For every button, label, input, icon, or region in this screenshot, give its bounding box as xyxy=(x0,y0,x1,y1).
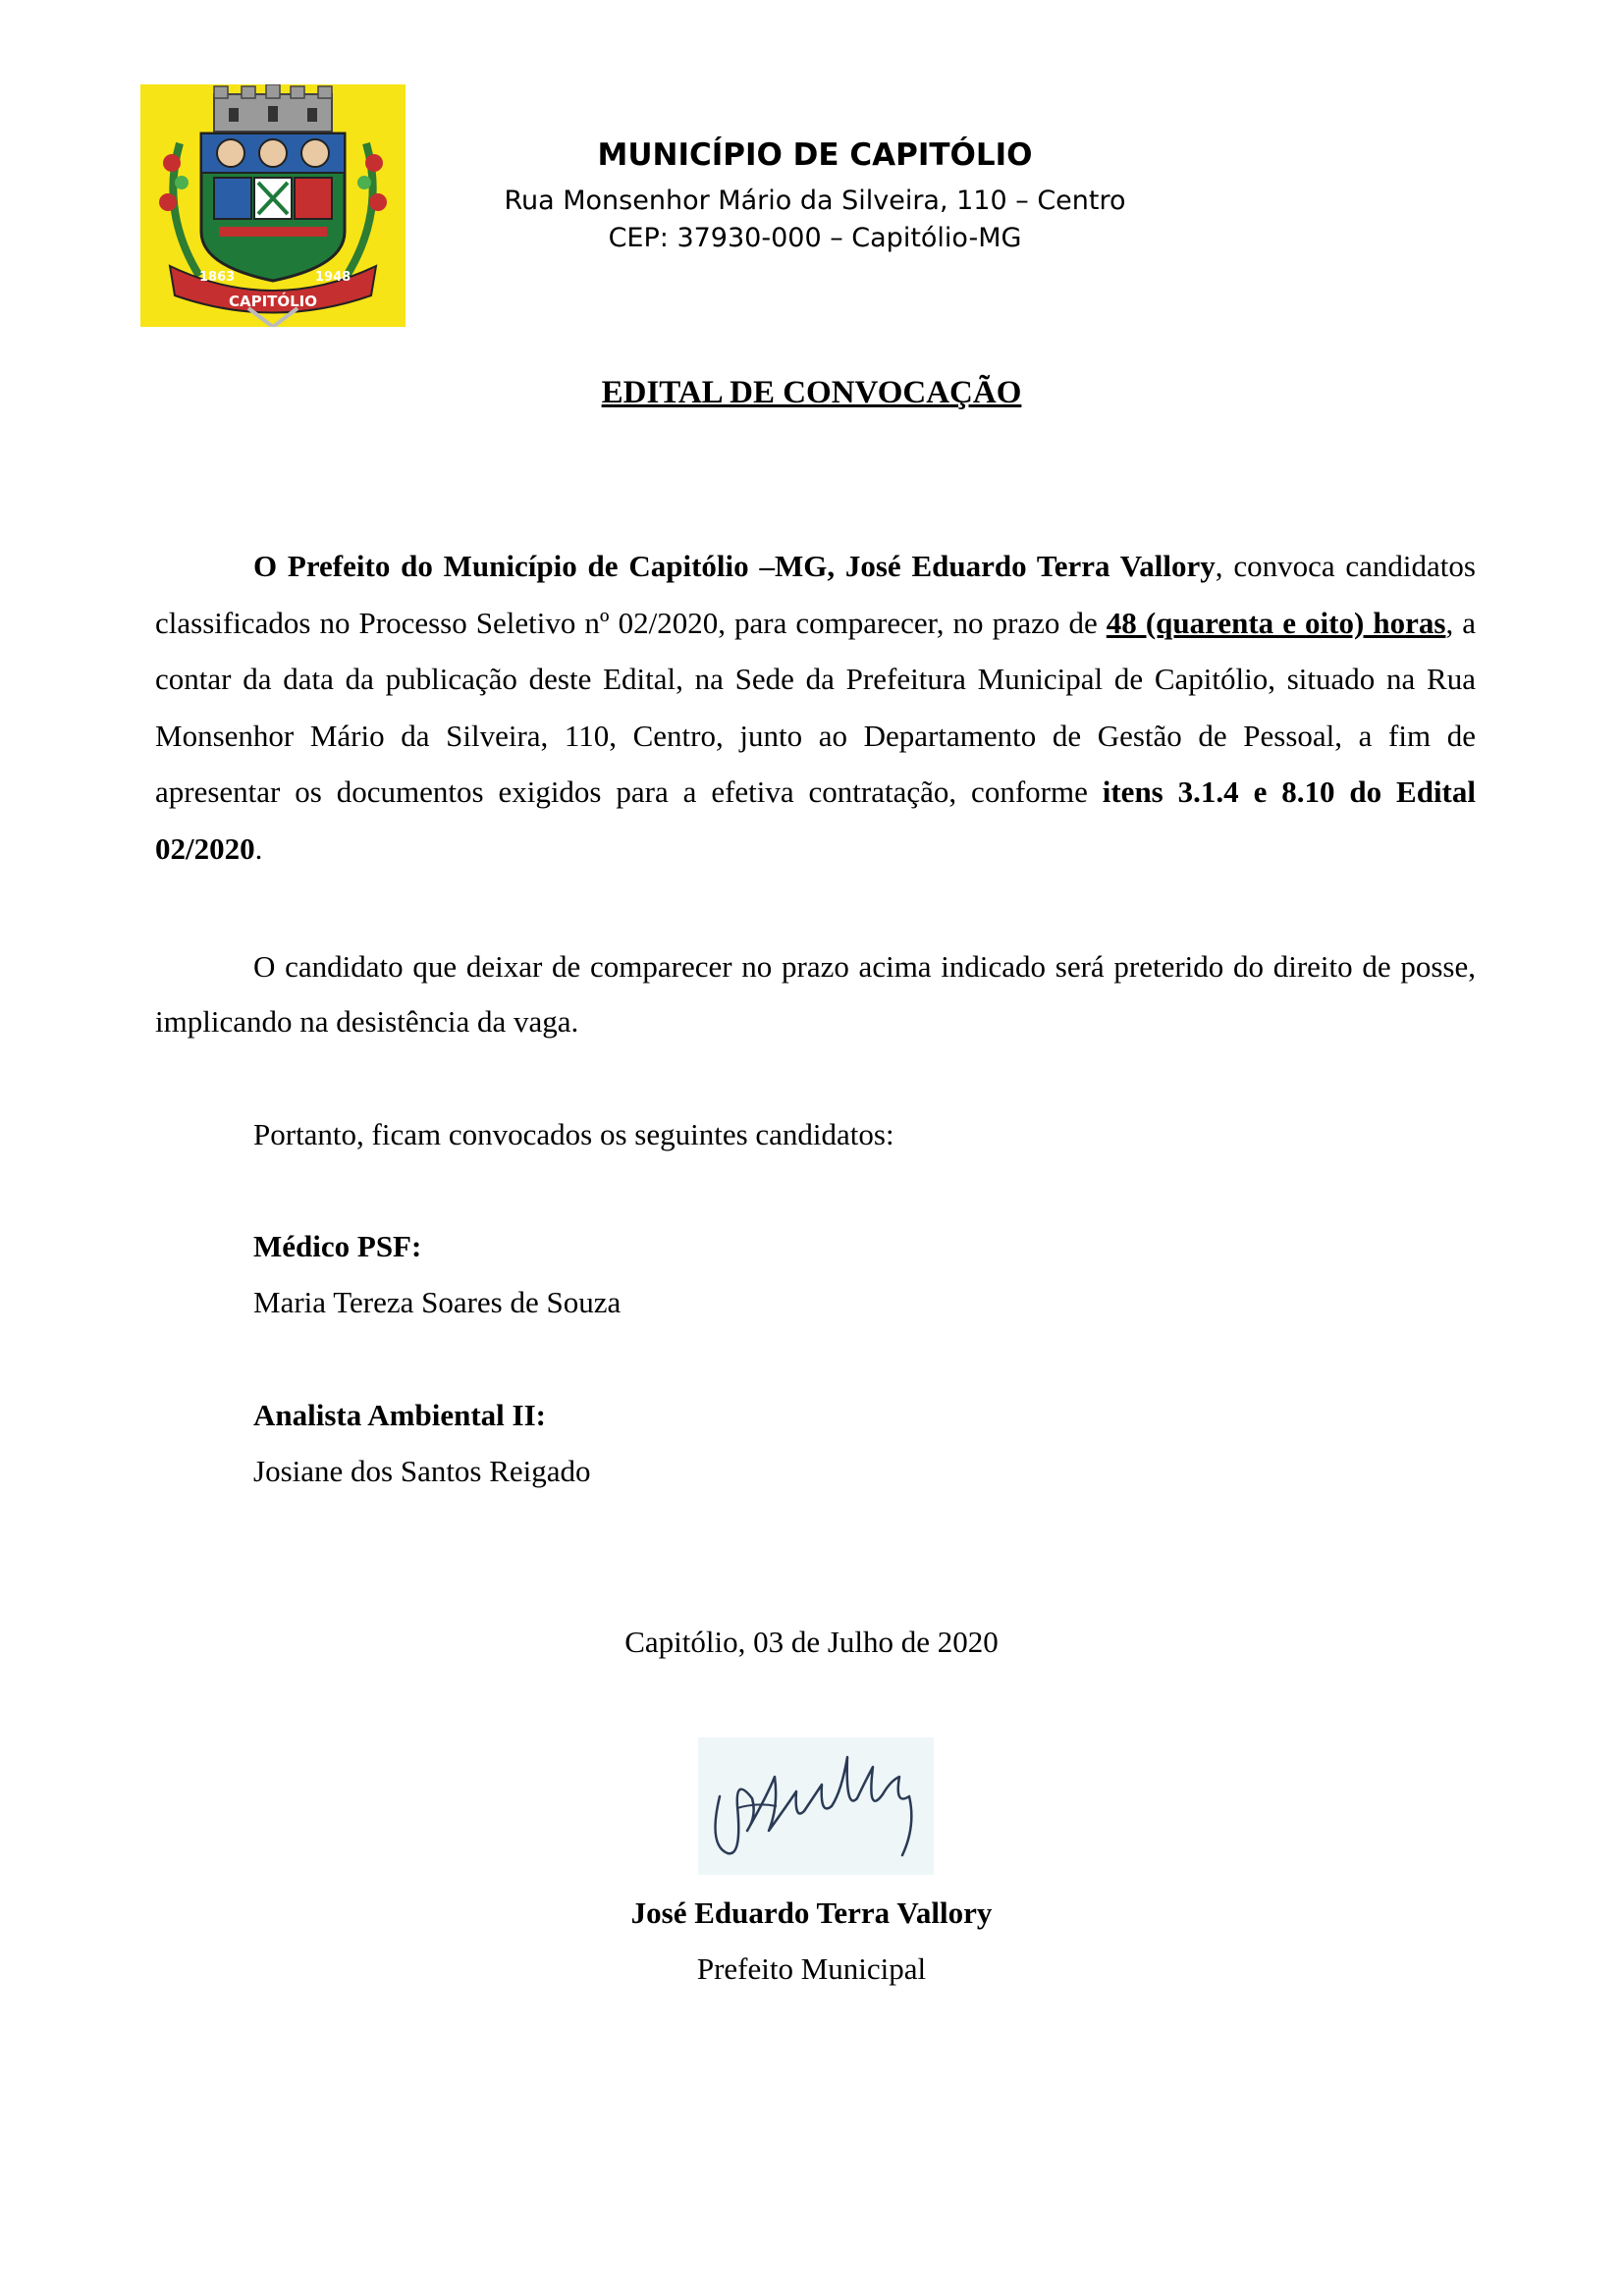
signature-image xyxy=(698,1737,934,1875)
logo-year-left: 1863 xyxy=(199,270,236,285)
paragraph-text-c: . xyxy=(254,830,263,866)
municipality-address: Rua Monsenhor Mário da Silveira, 110 – Centro xyxy=(504,186,1126,216)
position-role: Médico PSF: xyxy=(253,1229,422,1263)
document-title: EDITAL DE CONVOCAÇÃO xyxy=(601,375,1022,410)
paragraph-intro: O Prefeito do Município de Capitólio –MG, José Eduardo Terra Vallory xyxy=(253,549,1216,583)
logo-year-right: 1948 xyxy=(315,270,352,285)
absence-text: O candidato que deixar de comparecer no prazo acima indicado será preterido do direito de posse, implicando na desistência da vaga. xyxy=(155,949,1476,1039)
paragraph-text-b: , a contar da data da publicação deste Edital, na Sede da Prefeitura Municipal de Capitólio, situado na Rua Monsenhor Mário da Silveira, 110, Centro, junto ao Departamento de Gestão de Pessoal, a fim de apresentar os documentos exigidos para a efetiva contratação, conforme xyxy=(155,605,1477,809)
convocation-paragraph xyxy=(155,538,1476,877)
candidate-name: Josiane dos Santos Reigado xyxy=(253,1454,591,1488)
items-reference: itens 3.1.4 e 8.10 do Edital 02/2020 xyxy=(155,774,1476,866)
signer-title: Prefeito Municipal xyxy=(696,1951,927,1986)
position-role: Analista Ambiental II: xyxy=(253,1398,546,1432)
place-date: Capitólio, 03 de Julho de 2020 xyxy=(624,1625,999,1659)
municipality-cep: CEP: 37930-000 – Capitólio-MG xyxy=(608,223,1022,253)
candidate-name: Maria Tereza Soares de Souza xyxy=(253,1285,622,1319)
absence-paragraph xyxy=(155,939,1476,1049)
signer-name: José Eduardo Terra Vallory xyxy=(630,1896,993,1930)
candidates-intro: Portanto, ficam convocados os seguintes candidatos: xyxy=(253,1117,894,1151)
paragraph-text-a: , convoca candidatos classificados no Processo Seletivo nº 02/2020, para comparecer, no prazo de xyxy=(155,549,1476,640)
logo-banner-text: CAPITÓLIO xyxy=(228,293,318,310)
deadline-text: 48 (quarenta e oito) horas xyxy=(1106,605,1446,640)
municipality-title: MUNICÍPIO DE CAPITÓLIO xyxy=(597,137,1033,173)
coat-of-arms-logo xyxy=(140,84,406,327)
